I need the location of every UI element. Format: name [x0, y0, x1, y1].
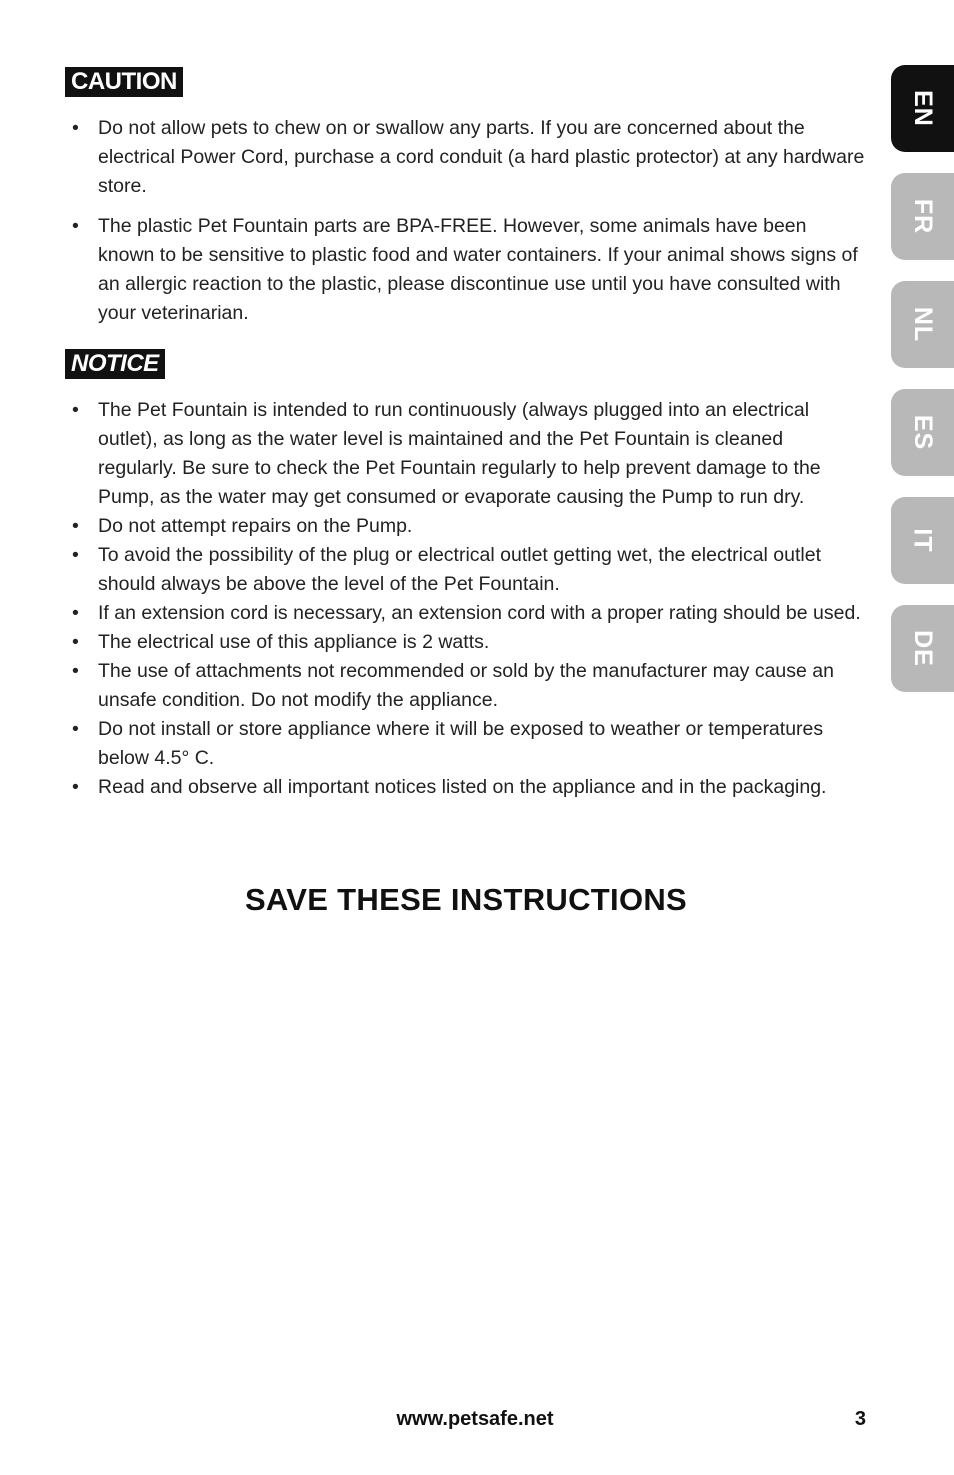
list-item: • If an extension cord is necessary, an extension cord with a proper rating should be used. [70, 599, 865, 628]
notice-label: NOTICE [65, 349, 165, 379]
tab-label: IT [909, 528, 937, 553]
list-item: • The Pet Fountain is intended to run continuously (always plugged into an electrical outlet), as long as the water level is maintained and the Pet Fountain is cleaned regularly. Be sure to check the Pet Fountain regularly to help prevent damage to the Pump, as the water may get consumed or evaporate causing the Pump to run dry. [70, 396, 865, 512]
list-item: • Do not install or store appliance where it will be exposed to weather or temperatures below 4.5° C. [70, 715, 865, 773]
tab-label: ES [908, 414, 937, 451]
tab-it[interactable] [891, 497, 954, 584]
tab-de[interactable] [891, 605, 954, 692]
tab-label: NL [908, 306, 937, 343]
footer-url[interactable]: www.petsafe.net [396, 1408, 554, 1430]
tab-label: EN [908, 90, 937, 127]
list-item: • The plastic Pet Fountain parts are BPA-FREE. However, some animals have been known to be sensitive to plastic food and water containers. If your animal shows signs of an allergic reaction to the plastic, please discontinue use until you have consulted with your veterinarian. [70, 212, 865, 328]
tab-label: FR [908, 198, 937, 235]
caution-label: CAUTION [65, 67, 183, 97]
save-instructions-heading: SAVE THESE INSTRUCTIONS [244, 882, 688, 917]
list-item: • Do not allow pets to chew on or swallow any parts. If you are concerned about the electrical Power Cord, purchase a cord conduit (a hard plastic protector) at any hardware store. [70, 114, 865, 201]
list-item: • Do not attempt repairs on the Pump. [70, 512, 865, 541]
tab-en[interactable] [891, 65, 954, 152]
notice-list [70, 396, 865, 802]
list-item: • To avoid the possibility of the plug or electrical outlet getting wet, the electrical outlet should always be above the level of the Pet Fountain. [70, 541, 865, 599]
list-item: • The use of attachments not recommended or sold by the manufacturer may cause an unsafe condition. Do not modify the appliance. [70, 657, 865, 715]
page-number: 3 [854, 1408, 866, 1430]
caution-list [70, 114, 865, 328]
tab-fr[interactable] [891, 173, 954, 260]
list-item: • The electrical use of this appliance is 2 watts. [70, 628, 865, 657]
tab-nl[interactable] [891, 281, 954, 368]
tab-label: DE [908, 630, 937, 667]
tab-es[interactable] [891, 389, 954, 476]
list-item: • Read and observe all important notices listed on the appliance and in the packaging. [70, 773, 865, 802]
